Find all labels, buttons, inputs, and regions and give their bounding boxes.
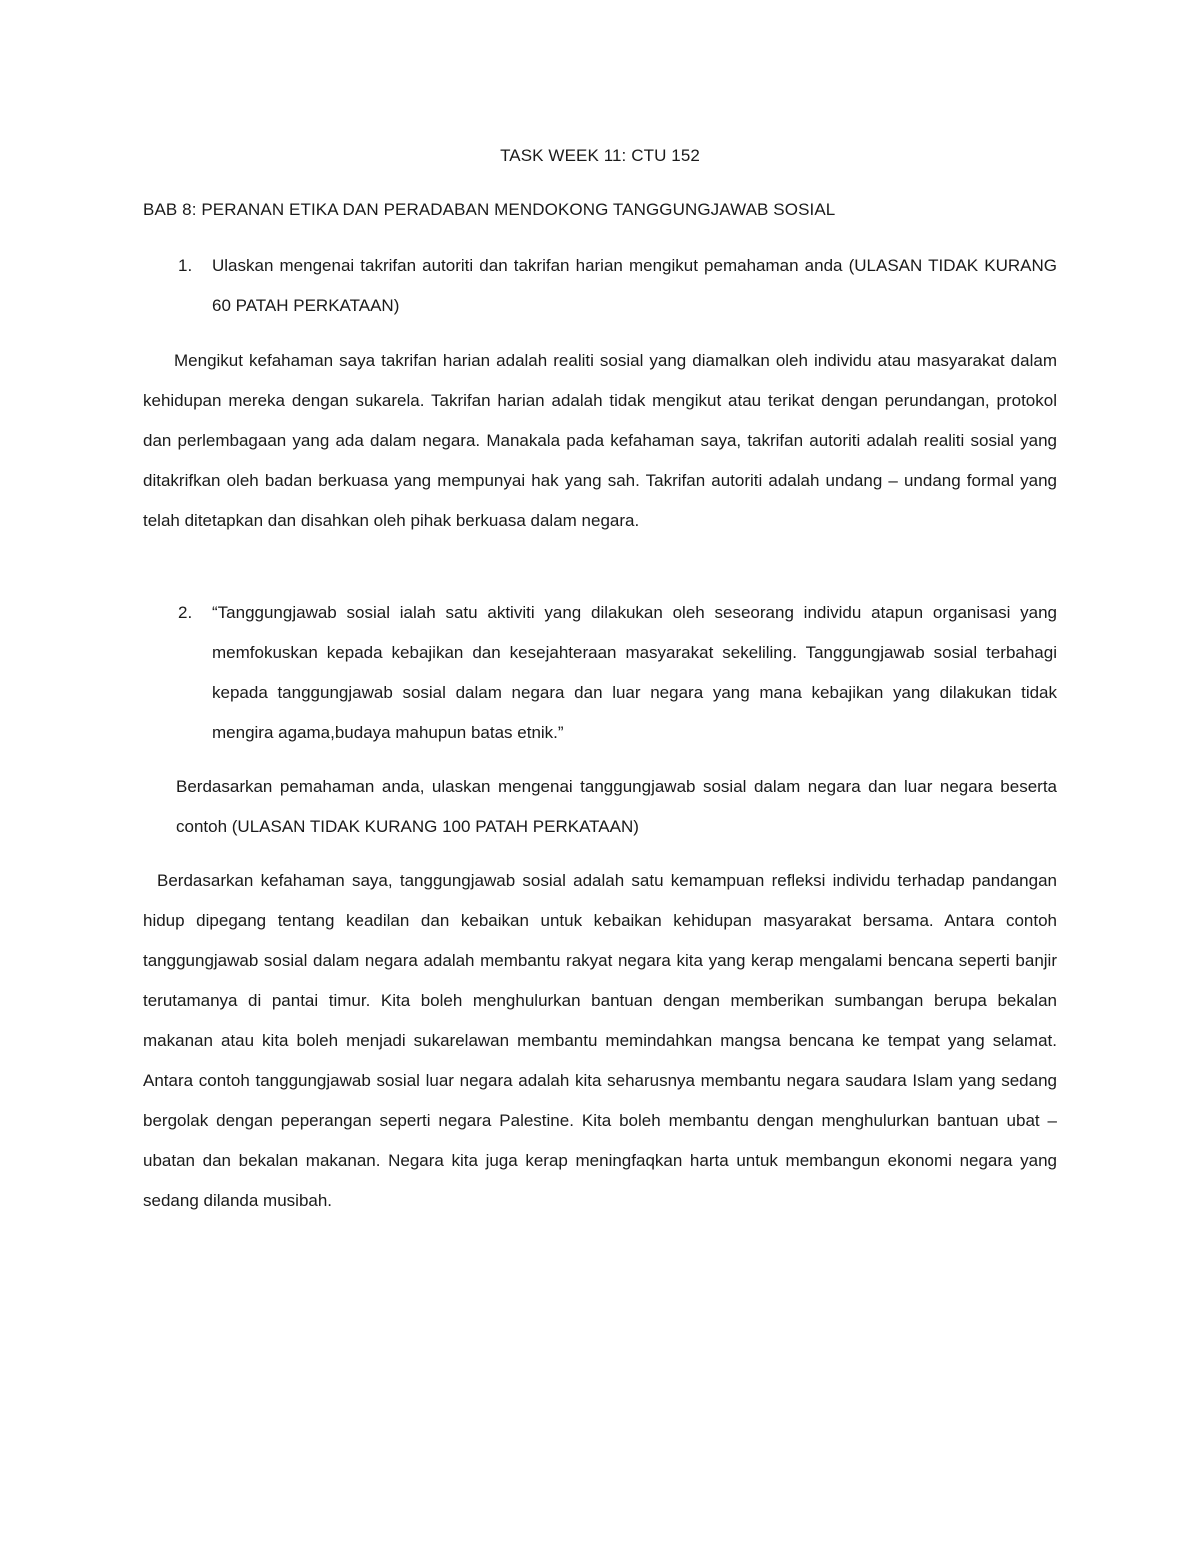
chapter-heading: BAB 8: PERANAN ETIKA DAN PERADABAN MENDOKONG TANGGUNGJAWAB SOSIAL <box>143 200 836 219</box>
question-2-quote: “Tanggungjawab sosial ialah satu aktiviti yang dilakukan oleh seseorang individu atapun organisasi yang memfokuskan kepada kebajikan dan kesejahteraan masyarakat sekeliling. Tanggungjawab sosial terbahagi kepada tanggungjawab sosial dalam negara dan luar negara yang mana kebajikan yang dilakukan tidak mengira agama,budaya mahupun batas etnik.” <box>212 603 1057 742</box>
question-1-text: Ulaskan mengenai takrifan autoriti dan takrifan harian mengikut pemahaman anda (ULASAN TIDAK KURANG 60 PATAH PERKATAAN) <box>212 256 1057 315</box>
answer-2-paragraph: Berdasarkan kefahaman saya, tanggungjawab sosial adalah satu kemampuan refleksi individu terhadap pandangan hidup dipegang tentang keadilan dan kebaikan untuk kebaikan kehidupan masyarakat bersama. Antara contoh tanggungjawab sosial dalam negara adalah membantu rakyat negara kita yang kerap mengalami bencana seperti banjir terutamanya di pantai timur. Kita boleh menghulurkan bantuan dengan memberikan sumbangan berupa bekalan makanan atau kita boleh menjadi sukarelawan membantu memindahkan mangsa bencana ke tempat yang selamat. Antara contoh tanggungjawab sosial luar negara adalah kita seharusnya membantu negara saudara Islam yang sedang bergolak dengan peperangan seperti negara Palestine. Kita boleh membantu dengan menghulurkan bantuan ubat – ubatan dan bekalan makanan. Negara kita juga kerap meningfaqkan harta untuk membangun ekonomi negara yang sedang dilanda musibah. <box>143 871 1057 1210</box>
document-title: TASK WEEK 11: CTU 152 <box>500 146 700 165</box>
answer-1-paragraph: Mengikut kefahaman saya takrifan harian adalah realiti sosial yang diamalkan oleh individu atau masyarakat dalam kehidupan mereka dengan sukarela. Takrifan harian adalah tidak mengikut atau terikat dengan perundangan, protokol dan perlembagaan yang ada dalam negara. Manakala pada kefahaman saya, takrifan autoriti adalah realiti sosial yang ditakrifkan oleh badan berkuasa yang mempunyai hak yang sah. Takrifan autoriti adalah undang – undang formal yang telah ditetapkan dan disahkan oleh pihak berkuasa dalam negara. <box>143 351 1057 530</box>
question-2-prompt: Berdasarkan pemahaman anda, ulaskan mengenai tanggungjawab sosial dalam negara dan luar negara beserta contoh (ULASAN TIDAK KURANG 100 PATAH PERKATAAN) <box>176 777 1057 836</box>
question-1-number: 1. <box>178 256 193 275</box>
question-2-number: 2. <box>178 603 193 622</box>
